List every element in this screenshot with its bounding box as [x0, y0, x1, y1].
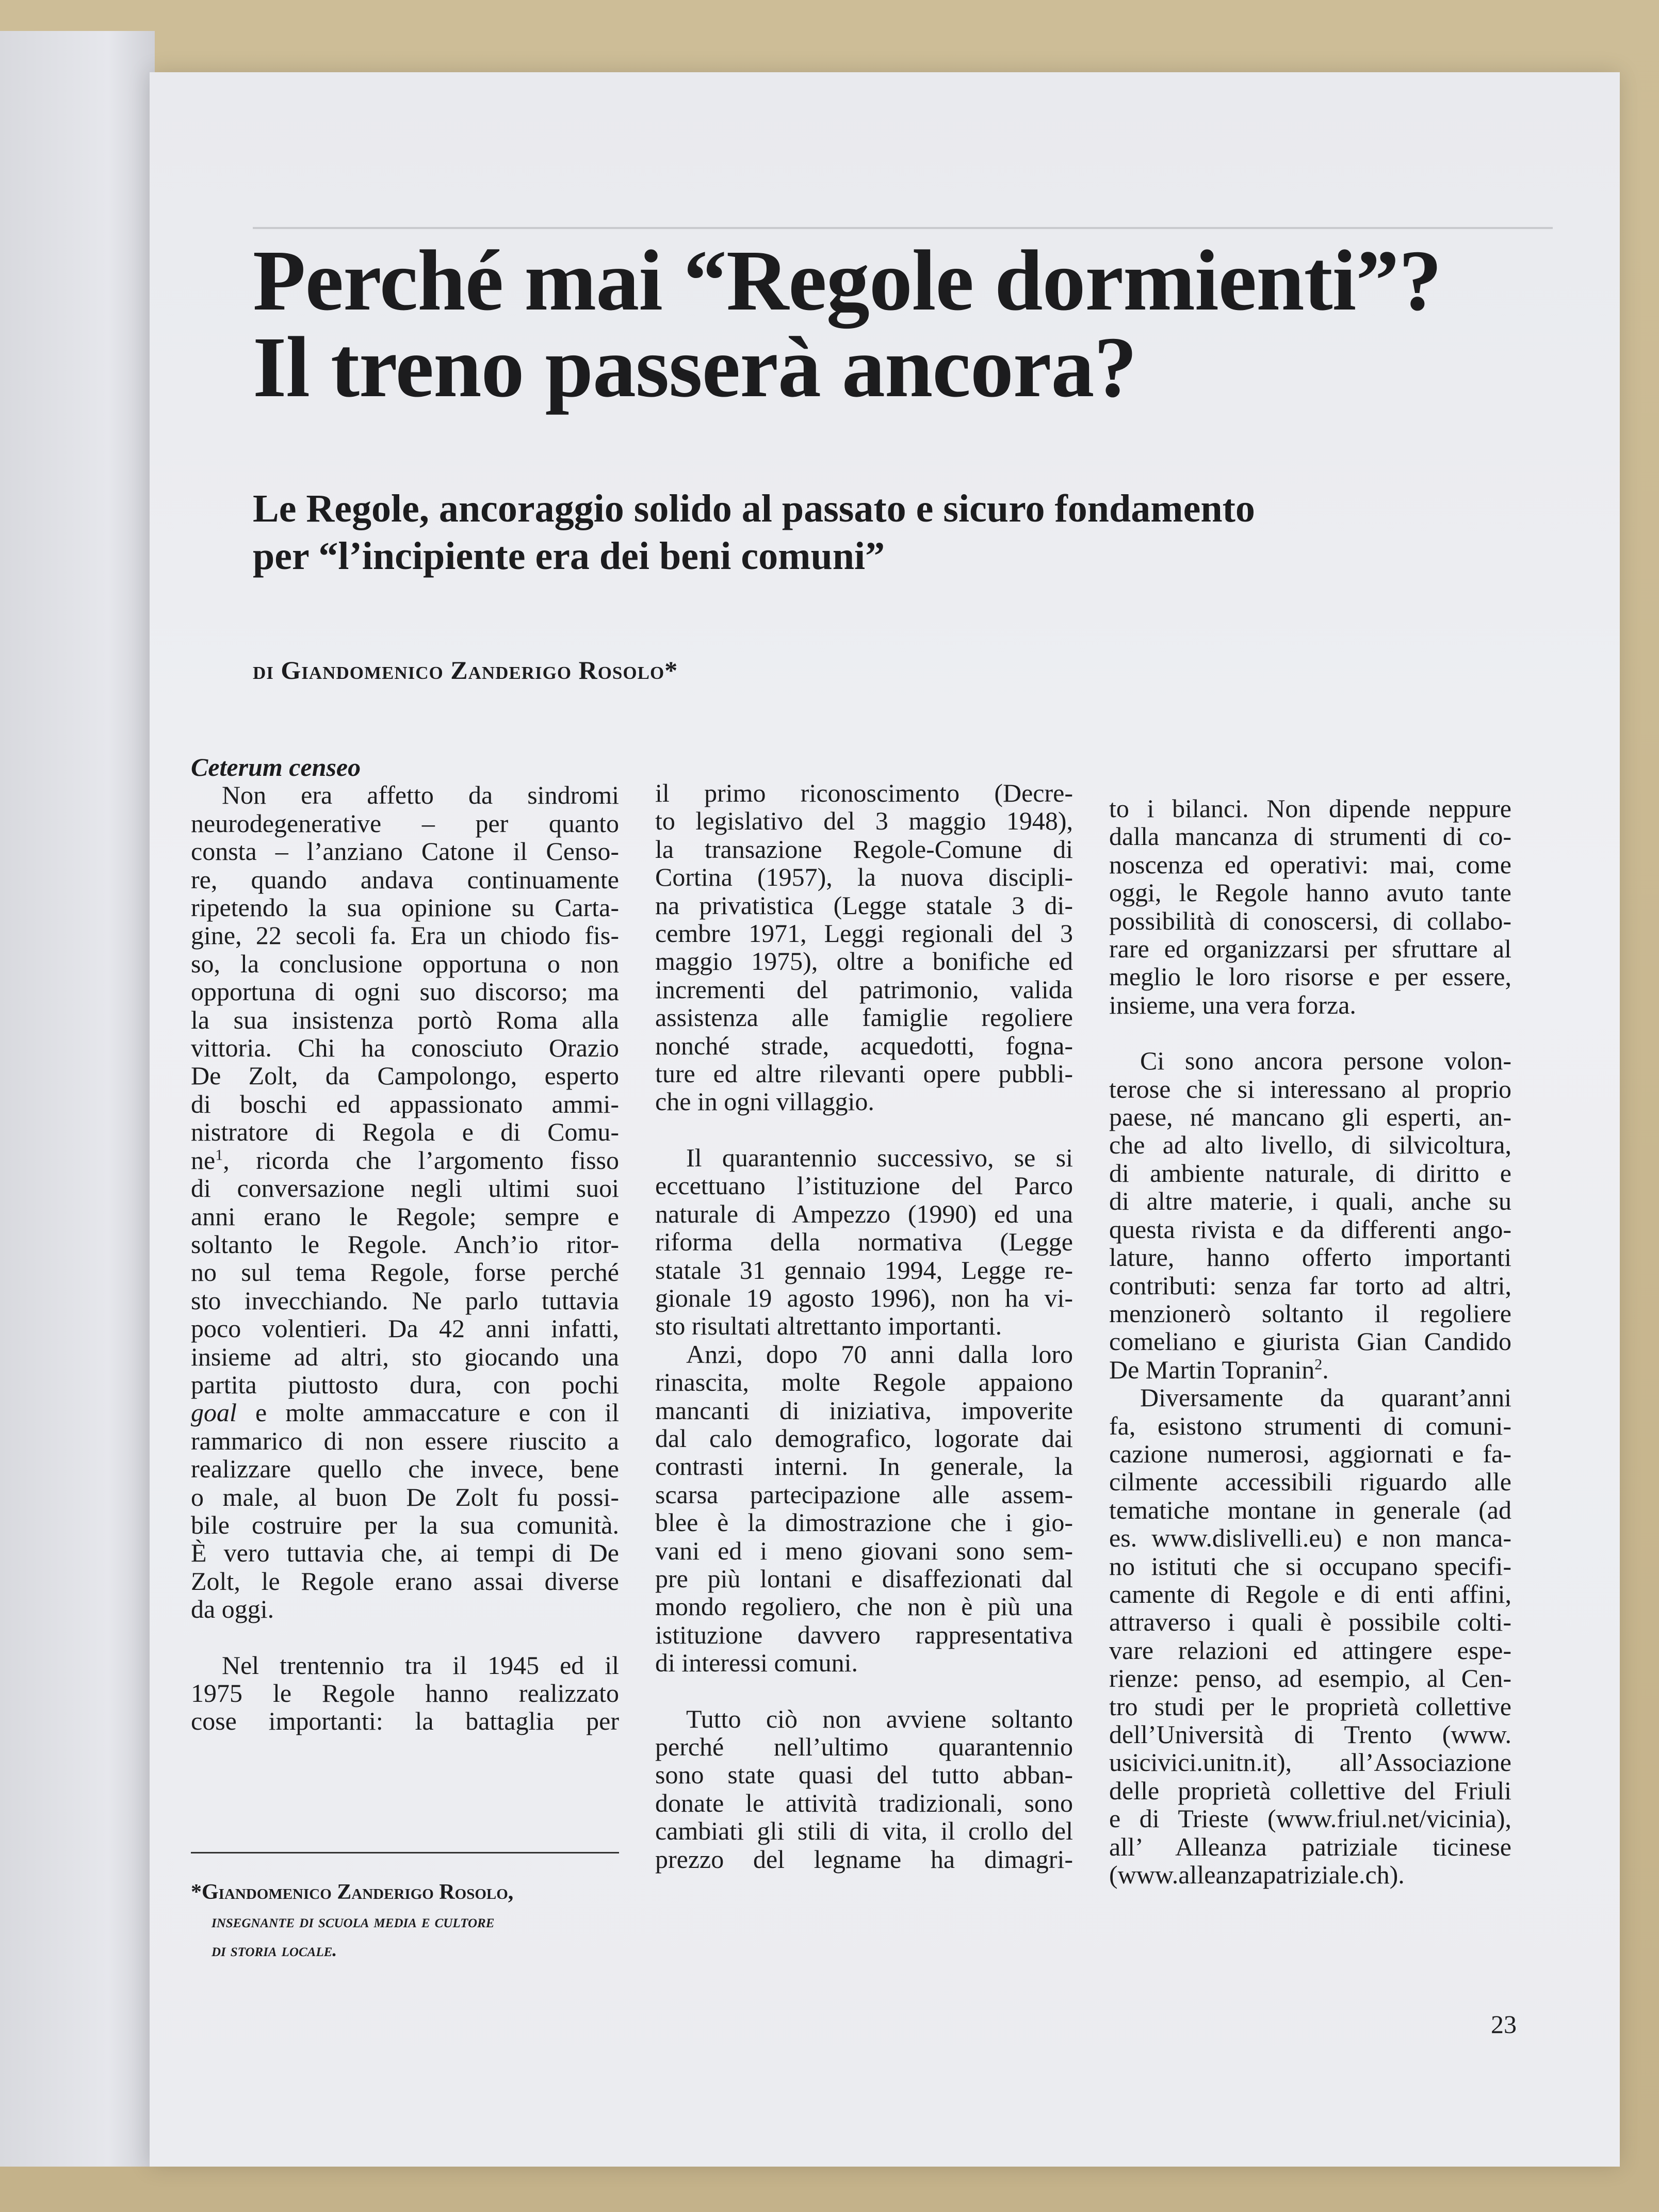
text-line: paese, né mancano gli esperti, an-	[1109, 1102, 1511, 1132]
title-line-1: Perché mai “Regole dormienti”?	[253, 233, 1442, 329]
text-line: dalla mancanza di strumenti di co-	[1109, 822, 1511, 851]
text-line: gionale 19 agosto 1996), non ha vi-	[655, 1283, 1073, 1312]
text-line: Anzi, dopo 70 anni dalla loro	[686, 1339, 1073, 1369]
text-line: di boschi ed appassionato ammi-	[191, 1089, 619, 1118]
text-line: che in ogni villaggio.	[655, 1087, 874, 1116]
text-line: il primo riconoscimento (Decre-	[655, 778, 1073, 807]
header-rule	[253, 227, 1553, 229]
text-line: Il quarantennio successivo, se si	[686, 1143, 1073, 1172]
text-line: ripetendo la sua opinione su Carta-	[191, 893, 619, 922]
author-note-name: *Giandomenico Zanderigo Rosolo,	[191, 1880, 514, 1904]
paragraph-gap	[1109, 1019, 1511, 1047]
text-line: menzionerò soltanto il regoliere	[1109, 1298, 1511, 1328]
text-line: statale 31 gennaio 1994, Legge re-	[655, 1255, 1073, 1284]
text-fragment: ricorda che l’argomento fisso	[256, 1145, 619, 1175]
text-line: cembre 1971, Leggi regionali del 3	[655, 919, 1073, 948]
article-subtitle	[253, 485, 1542, 580]
text-line: contributi: senza far torto ad altri,	[1109, 1271, 1511, 1300]
text-line: la sua insistenza portò Roma alla	[191, 1005, 619, 1034]
text-line: no sul tema Regole, forse perché	[191, 1258, 619, 1287]
text-line: oggi, le Regole hanno avuto tante	[1109, 878, 1511, 907]
text-line: È vero tuttavia che, ai tempi di De	[191, 1538, 619, 1568]
title-line-2: Il treno passerà ancora?	[253, 319, 1137, 415]
text-line: Ci sono ancora persone volon-	[1140, 1046, 1511, 1076]
article-title	[253, 233, 1553, 415]
text-line: vare relazioni ed attingere espe-	[1109, 1635, 1511, 1665]
text-line: es. www.dislivelli.eu) e non manca-	[1109, 1523, 1511, 1553]
text-line: cose importanti: la battaglia per	[191, 1706, 619, 1736]
text-line: De Zolt, da Campolongo, esperto	[191, 1061, 619, 1091]
text-line: vittoria. Chi ha conosciuto Orazio	[191, 1033, 619, 1063]
text-line: di conversazione negli ultimi suoi	[191, 1174, 619, 1203]
text-line: cambiati gli stili di vita, il crollo del	[655, 1816, 1073, 1846]
text-line: fa, esistono strumenti di comuni-	[1109, 1411, 1511, 1440]
text-line: che ad alto livello, di silvicoltura,	[1109, 1130, 1511, 1160]
text-line: rienze: penso, ad esempio, al Cen-	[1109, 1664, 1511, 1693]
footnote-ref-1: 1	[215, 1146, 223, 1164]
author-note-role-2: di storia locale.	[212, 1940, 337, 1960]
text-line: perché nell’ultimo quarantennio	[655, 1732, 1073, 1761]
paragraph-gap	[655, 1677, 1073, 1705]
text-line: Cortina (1957), la nuova discipli-	[655, 863, 1073, 892]
author-note-role-1: insegnante di scuola media e cultore	[212, 1911, 495, 1931]
text-line: so, la conclusione opportuna o non	[191, 949, 619, 978]
text-line: sto risultati altrettanto importanti.	[655, 1311, 1002, 1341]
footnote-rule	[191, 1852, 619, 1853]
text-line: sto invecchiando. Ne parlo tuttavia	[191, 1286, 619, 1315]
text-line: assistenza alle famiglie regoliere	[655, 1003, 1073, 1032]
text-line: e di Trieste (www.friul.net/vicinia),	[1109, 1804, 1511, 1833]
text-line: donate le attività tradizionali, sono	[655, 1788, 1073, 1817]
text-line: tematiche montane in generale (ad	[1109, 1495, 1511, 1524]
text-line: di altre materie, i quali, anche su	[1109, 1186, 1511, 1216]
text-line: comeliano e giurista Gian Candido	[1109, 1327, 1511, 1356]
paragraph-gap	[191, 1623, 619, 1651]
text-column-3	[1109, 794, 1511, 1889]
text-line: anni erano le Regole; sempre e	[191, 1201, 619, 1231]
text-line: di interessi comuni.	[655, 1648, 858, 1678]
text-line: riforma della normativa (Legge	[655, 1227, 1073, 1257]
text-fragment: De Martin Topranin	[1109, 1355, 1315, 1384]
text-line: istituzione davvero rappresentativa	[655, 1620, 1073, 1649]
text-line: tro studi per le proprietà collettive	[1109, 1691, 1511, 1721]
text-line: mancanti di iniziativa, impoverite	[655, 1395, 1073, 1425]
text-line: incrementi del patrimonio, valida	[655, 974, 1073, 1004]
text-line: Tutto ciò non avviene soltanto	[686, 1704, 1073, 1733]
text-line: noscenza ed operativi: mai, come	[1109, 850, 1511, 879]
text-line: nonché strade, acquedotti, fogna-	[655, 1031, 1073, 1060]
text-line: delle proprietà collettive del Friuli	[1109, 1776, 1511, 1805]
text-column-1	[191, 753, 619, 1735]
text-line	[1109, 1356, 1511, 1384]
text-line: to i bilanci. Non dipende neppure	[1109, 794, 1511, 823]
text-column-2	[655, 779, 1073, 1873]
text-fragment: e molte ammaccature e con il	[255, 1398, 619, 1427]
text-line: cazione numerosi, aggiornati e fa-	[1109, 1439, 1511, 1468]
text-line: consta – l’anziano Catone il Censo-	[191, 837, 619, 866]
text-line: usicivici.unitn.it), all’Associazione	[1109, 1748, 1511, 1777]
text-line: Non era affetto da sindromi	[222, 780, 619, 810]
text-line: ture ed altre rilevanti opere pubbli-	[655, 1059, 1073, 1088]
text-fragment: .	[1322, 1355, 1329, 1384]
text-line: la transazione Regole-Comune di	[655, 834, 1073, 864]
facing-page-edge	[0, 31, 155, 2167]
text-line: cilmente accessibili riguardo alle	[1109, 1467, 1511, 1497]
text-line: di ambiente naturale, di diritto e	[1109, 1158, 1511, 1188]
text-line: soltanto le Regole. Anch’io ritor-	[191, 1229, 619, 1259]
text-line: na privatistica (Legge statale 3 di-	[655, 890, 1073, 920]
text-line: dell’Università di Trento (www.	[1109, 1720, 1511, 1749]
text-line: Diversamente da quarant’anni	[1140, 1383, 1511, 1412]
text-line: prezzo del legname ha dimagri-	[655, 1844, 1073, 1874]
text-line	[191, 1146, 619, 1174]
byline: di Giandomenico Zanderigo Rosolo*	[253, 656, 678, 685]
text-fragment: ne	[191, 1145, 216, 1175]
text-line: rare ed organizzarsi per sfruttare al	[1109, 934, 1511, 964]
text-line: to legislativo del 3 maggio 1948),	[655, 806, 1073, 836]
footnote-ref-2: 2	[1314, 1356, 1323, 1373]
text-line: nistratore di Regola e di Comu-	[191, 1117, 619, 1147]
text-line: insieme, una vera forza.	[1109, 990, 1356, 1019]
text-line: mondo regoliero, che non è più una	[655, 1592, 1073, 1621]
text-line: re, quando andava continuamente	[191, 865, 619, 894]
text-line: rammarico di non essere riuscito a	[191, 1426, 619, 1455]
text-line: blee è la dimostrazione che i gio-	[655, 1508, 1073, 1537]
text-line: maggio 1975), oltre a bonifiche ed	[655, 947, 1073, 976]
text-line: vani ed i meno giovani sono sem-	[655, 1536, 1073, 1565]
text-line: 1975 le Regole hanno realizzato	[191, 1679, 619, 1707]
text-line: o male, al buon De Zolt fu possi-	[191, 1482, 619, 1511]
author-note	[191, 1878, 635, 1964]
text-line: questa rivista e da differenti ango-	[1109, 1214, 1511, 1244]
text-line: sono state quasi del tutto abban-	[655, 1760, 1073, 1790]
text-line: realizzare quello che invece, bene	[191, 1454, 619, 1484]
text-line: opportuna di ogni suo discorso; ma	[191, 977, 619, 1006]
text-line: partita piuttosto dura, con pochi	[191, 1370, 619, 1399]
text-line: possibilità di conoscersi, di collabo-	[1109, 906, 1511, 935]
text-line: insieme ad altri, sto giocando una	[191, 1342, 619, 1371]
text-line: rinascita, molte Regole appaiono	[655, 1368, 1073, 1397]
text-line: contrasti interni. In generale, la	[655, 1452, 1073, 1481]
subtitle-line-2: per “l’incipiente era dei beni comuni”	[253, 534, 885, 578]
text-line: bile costruire per la sua comunità.	[191, 1510, 619, 1539]
text-line: da oggi.	[191, 1595, 274, 1624]
text-line: meglio le loro risorse e per essere,	[1109, 962, 1511, 991]
text-line: Zolt, le Regole erano assai diverse	[191, 1566, 619, 1596]
text-line: neurodegenerative – per quanto	[191, 808, 619, 838]
text-line: Nel trentennio tra il 1945 ed il	[222, 1650, 619, 1680]
text-line: eccettuano l’istituzione del Parco	[655, 1171, 1073, 1200]
text-line: naturale di Ampezzo (1990) ed una	[655, 1199, 1073, 1228]
subtitle-line-1: Le Regole, ancoraggio solido al passato e sicuro fondamento	[253, 487, 1255, 530]
text-line: (www.alleanzapatriziale.ch).	[1109, 1860, 1405, 1890]
section-heading: Ceterum censeo	[191, 753, 361, 782]
text-line: all’ Alleanza patriziale ticinese	[1109, 1832, 1511, 1861]
text-line: no istituti che si occupano specifi-	[1109, 1551, 1511, 1581]
text-line: gine, 22 secoli fa. Era un chiodo fis-	[191, 921, 619, 950]
text-line: scarsa partecipazione alle assem-	[655, 1479, 1073, 1509]
text-line: lature, hanno offerto importanti	[1109, 1243, 1511, 1272]
text-fragment: goal	[191, 1398, 237, 1427]
text-line: terose che si interessano al proprio	[1109, 1074, 1511, 1103]
text-line: attraverso i quali è possibile colti-	[1109, 1607, 1511, 1637]
text-line: pre più lontani e disaffezionati dal	[655, 1564, 1073, 1593]
text-line: poco volentieri. Da 42 anni infatti,	[191, 1314, 619, 1343]
text-line	[191, 1398, 619, 1426]
text-line: camente di Regole e di enti affini,	[1109, 1579, 1511, 1608]
text-line: dal calo demografico, logorate dai	[655, 1423, 1073, 1453]
paragraph-gap	[655, 1116, 1073, 1144]
text-fragment: ,	[223, 1145, 256, 1175]
magazine-page	[150, 72, 1620, 2167]
page-number: 23	[1491, 2010, 1517, 2039]
